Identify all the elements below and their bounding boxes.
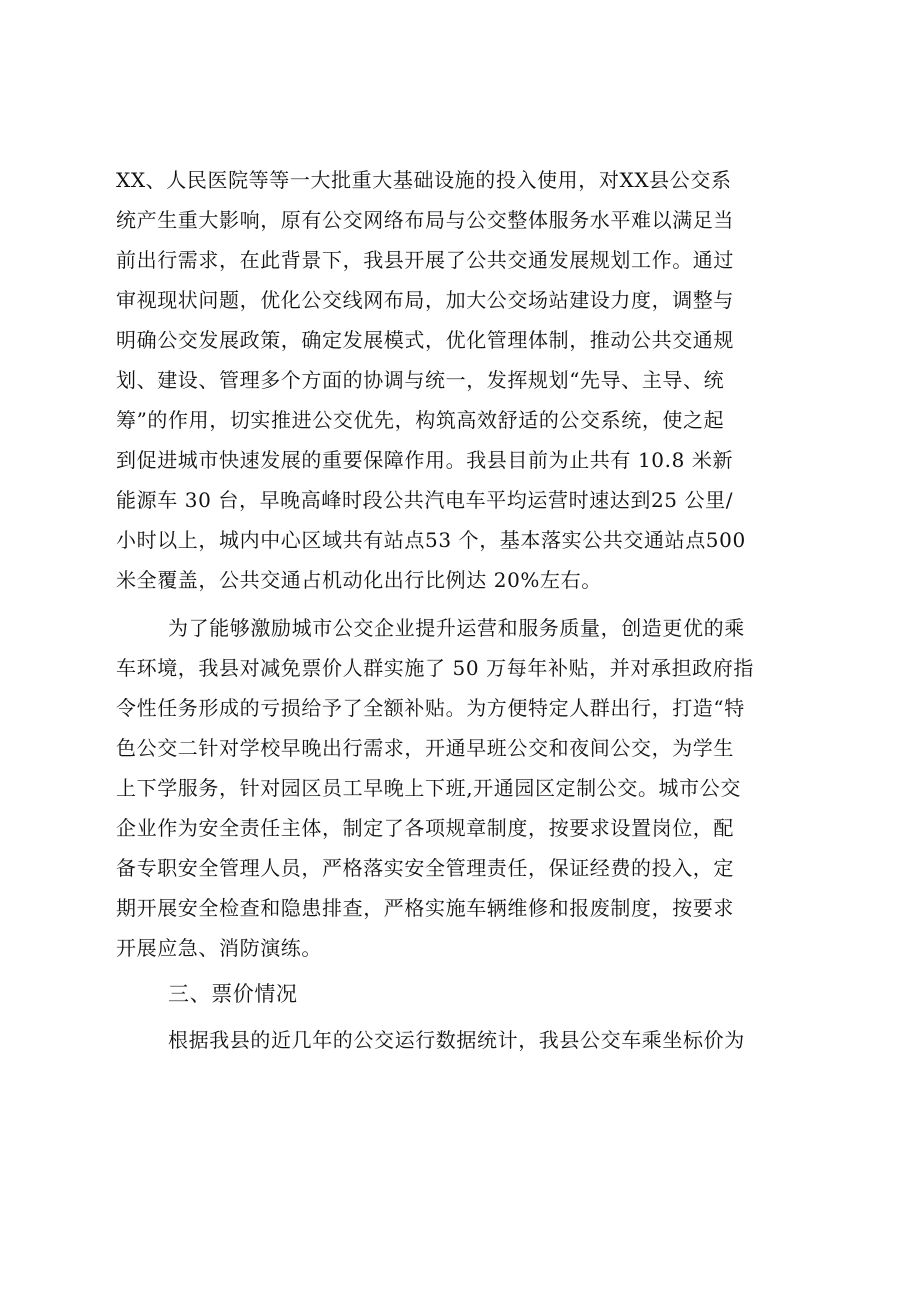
text-span: 为了能够激励城市公交企业提升运营和服务质量，创造更优的乘 (168, 616, 745, 640)
text-span: 划、建设、管理多个方面的协调与统一，发挥规划“先导、主导、统 (116, 368, 725, 392)
paragraph-3 (116, 1020, 816, 1060)
text-line (116, 240, 816, 280)
text-span: 企业作为安全责任主体，制定了各项规章制度，按要求设置岗位，配 (116, 816, 734, 840)
text-line (116, 400, 816, 440)
text-line (116, 808, 816, 848)
text-line (116, 440, 816, 480)
paragraph-1 (116, 160, 816, 600)
text-span: 统产生重大影响，原有公交网络布局与公交整体服务水平难以满足当 (116, 208, 734, 232)
text-line (116, 320, 816, 360)
text-span: 米全覆盖，公共交通占机动化出行比例达 20%左右。 (116, 568, 602, 592)
text-line (116, 928, 816, 968)
text-span: 审视现状问题，优化公交线网布局，加大公交场站建设力度，调整与 (116, 288, 734, 312)
text-line (116, 160, 816, 200)
section-heading-text: 三、票价情况 (168, 982, 298, 1006)
text-span: 开展应急、消防演练。 (116, 936, 322, 960)
text-line (116, 728, 816, 768)
text-span: 期开展安全检查和隐患排查，严格实施车辆维修和报废制度，按要求 (116, 896, 734, 920)
text-span: XX、人民医院等等一大批重大基础设施的投入使用，对XX县公交系 (116, 168, 732, 192)
text-line (116, 848, 816, 888)
paragraph-2 (116, 608, 816, 968)
text-span: 到促进城市快速发展的重要保障作用。我县目前为止共有 10.8 米新 (116, 448, 734, 472)
text-span: 明确公交发展政策，确定发展模式，优化管理体制，推动公共交通规 (116, 328, 734, 352)
text-line (116, 360, 816, 400)
text-span: 色公交二针对学校早晚出行需求，开通早班公交和夜间公交，为学生 (116, 736, 734, 760)
text-line (116, 520, 816, 560)
text-line (116, 608, 816, 648)
text-line (116, 888, 816, 928)
text-line (116, 688, 816, 728)
text-line (116, 280, 816, 320)
text-span: 小时以上，城内中心区域共有站点53 个，基本落实公共交通站点500 (116, 528, 746, 552)
text-line (116, 768, 816, 808)
document-body (116, 160, 816, 1060)
text-span: 能源车 30 台，早晚高峰时段公共汽电车平均运营时速达到25 公里/ (116, 488, 734, 512)
text-span: 令性任务形成的亏损给予了全额补贴。为方便特定人群出行，打造“特 (116, 696, 745, 720)
text-line (116, 1020, 816, 1060)
section-heading (116, 974, 816, 1014)
text-line (116, 480, 816, 520)
text-span: 筹”的作用，切实推进公交优先，构筑高效舒适的公交系统，使之起 (116, 408, 725, 432)
text-span: 上下学服务，针对园区员工早晚上下班,开通园区定制公交。城市公交 (116, 776, 741, 800)
text-line (116, 200, 816, 240)
text-line (116, 648, 816, 688)
text-span: 车环境，我县对减免票价人群实施了 50 万每年补贴，并对承担政府指 (116, 656, 754, 680)
text-span: 根据我县的近几年的公交运行数据统计，我县公交车乘坐标价为 (168, 1028, 745, 1052)
text-span: 备专职安全管理人员，严格落实安全管理责任，保证经费的投入，定 (116, 856, 734, 880)
text-span: 前出行需求，在此背景下，我县开展了公共交通发展规划工作。通过 (116, 248, 734, 272)
paragraph-spacer (116, 600, 816, 608)
text-line (116, 560, 816, 600)
